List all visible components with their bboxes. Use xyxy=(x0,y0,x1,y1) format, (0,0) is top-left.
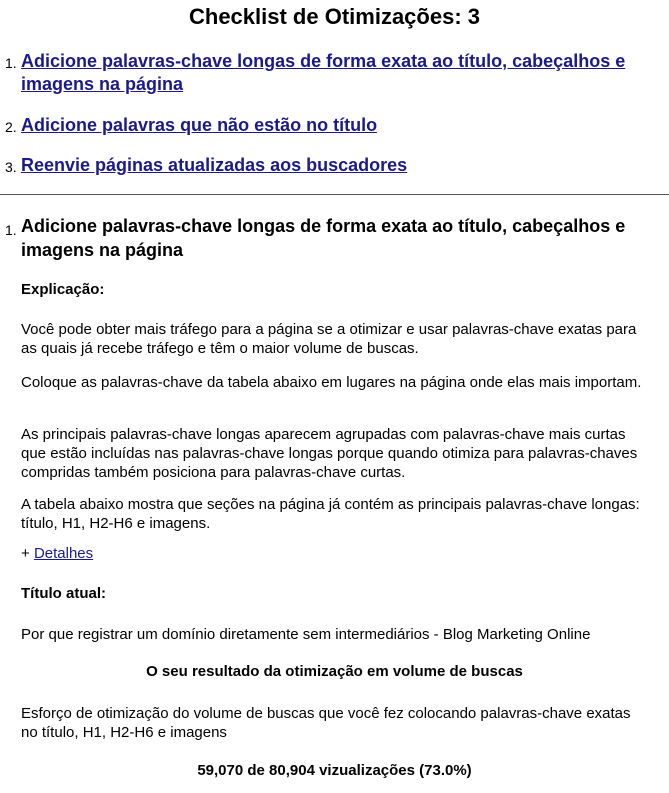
details-link[interactable]: Detalhes xyxy=(33,545,94,562)
section-divider xyxy=(0,194,669,195)
explanation-paragraph: Coloque as palavras-chave da tabela abaixo em lugares na página onde elas mais importam. xyxy=(21,374,642,391)
explanation-paragraph: Você pode obter mais tráfego para a página se a otimizar e usar palavras-chave exatas para as quais já recebe tráfego e têm o maior volume de buscas. xyxy=(21,321,637,357)
views-summary: 59,070 de 80,904 vizualizações (73.0%) xyxy=(197,762,472,779)
details-toggle xyxy=(21,545,93,562)
current-title-text: Por que registrar um domínio diretamente sem intermediários - Blog Marketing Online xyxy=(21,626,591,643)
toc-item-number: 2. xyxy=(5,119,17,135)
toc-item-number: 1. xyxy=(5,55,17,71)
details-prefix: + xyxy=(21,545,34,562)
explanation-paragraph: A tabela abaixo mostra que seções na página já contém as principais palavras-chave longas: título, H1, H2-H6 e imagens. xyxy=(21,496,640,532)
current-title-label: Título atual: xyxy=(21,585,106,602)
effort-text: Esforço de otimização do volume de buscas que você fez colocando palavras-chave exatas no título, H1, H2-H6 e imagens xyxy=(21,705,631,741)
section-title: Adicione palavras-chave longas de forma exata ao título, cabeçalhos e imagens na página xyxy=(21,216,626,260)
toc-link-missing-words[interactable]: Adicione palavras que não estão no título xyxy=(21,115,378,135)
section-number: 1. xyxy=(5,222,17,238)
toc-link-exact-keywords[interactable]: Adicione palavras-chave longas de forma exata ao título, cabeçalhos e imagens na página xyxy=(21,51,626,94)
page-title: Checklist de Otimizações: 3 xyxy=(189,4,480,29)
toc-item-number: 3. xyxy=(5,159,17,175)
toc-link-resubmit-pages[interactable]: Reenvie páginas atualizadas aos buscadores xyxy=(21,155,408,175)
result-heading: O seu resultado da otimização em volume de buscas xyxy=(146,663,523,680)
explanation-paragraph: As principais palavras-chave longas aparecem agrupadas com palavras-chave mais curtas que estão incluídas nas palavras-chave longas porque quando otimiza para palavras-chaves compridas também posiciona para palavras-chave curtas. xyxy=(21,426,638,481)
explanation-label: Explicação: xyxy=(21,281,105,298)
